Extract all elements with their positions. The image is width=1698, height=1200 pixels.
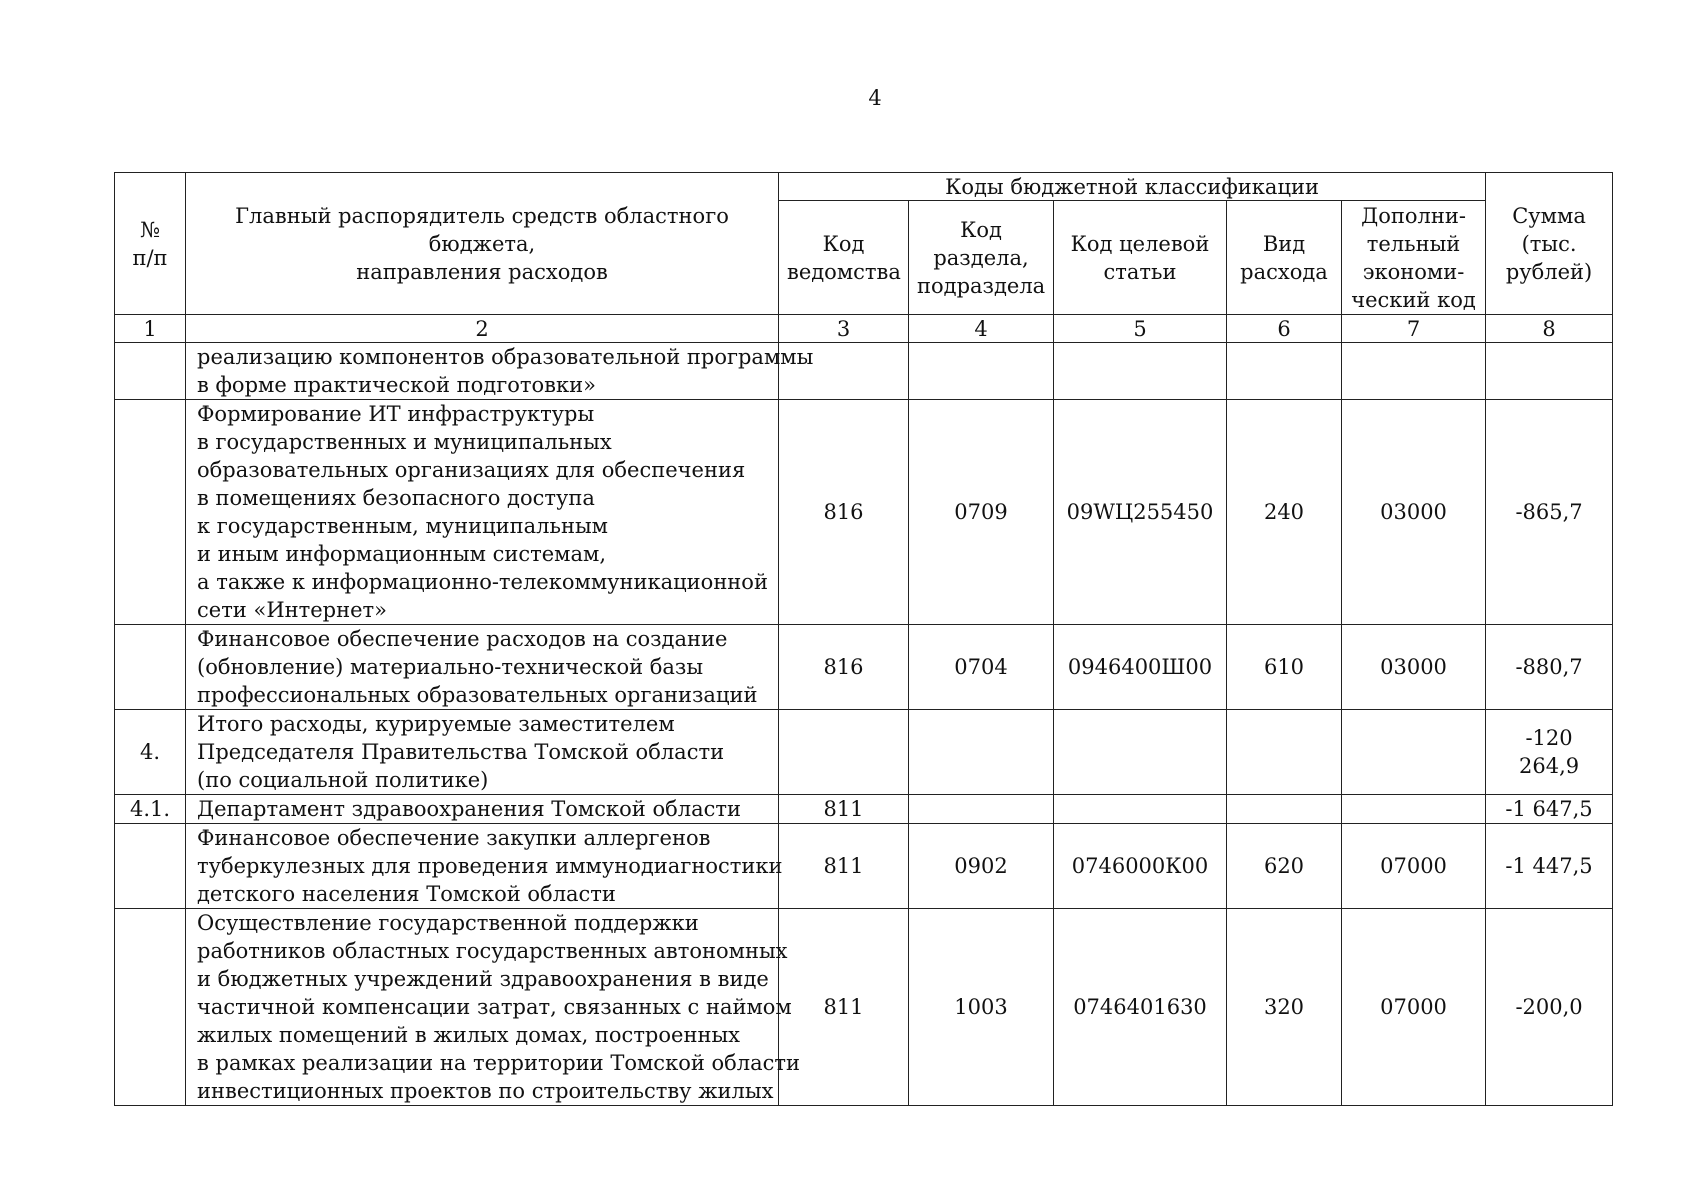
description-line: Председателя Правительства Томской области <box>197 740 725 764</box>
table-row <box>115 400 1613 625</box>
amount-cell: -865,7 <box>1486 400 1613 625</box>
expense-type-cell: 610 <box>1227 625 1342 710</box>
description-line: к государственным, муниципальным <box>197 514 608 538</box>
column-number: 8 <box>1486 315 1613 343</box>
amount-cell: -1 447,5 <box>1486 824 1613 909</box>
description-line: а также к информационно-телекоммуникационной <box>197 570 768 594</box>
econ-code-cell <box>1342 795 1486 824</box>
econ-code-cell: 03000 <box>1342 625 1486 710</box>
target-code-cell: 09WЦ255450 <box>1054 400 1227 625</box>
header-amount: Сумма (тыс. рублей) <box>1486 173 1613 315</box>
description-line: (по социальной политике) <box>197 768 489 792</box>
target-code-cell <box>1054 710 1227 795</box>
description-line: частичной компенсации затрат, связанных с наймом <box>197 995 792 1019</box>
expense-type-cell <box>1227 710 1342 795</box>
target-code-cell: 0946400Ш00 <box>1054 625 1227 710</box>
header-target-code: Код целевой статьи <box>1054 201 1227 315</box>
dept-code-cell: 816 <box>779 625 909 710</box>
description-line: образовательных организациях для обеспечения <box>197 458 746 482</box>
description-line: в рамках реализации на территории Томской области <box>197 1051 801 1075</box>
description-line: Департамент здравоохранения Томской области <box>197 797 741 821</box>
description-line: (обновление) материально-технической базы <box>197 655 704 679</box>
row-number-cell <box>115 343 186 400</box>
target-code-cell: 0746000К00 <box>1054 824 1227 909</box>
row-number-cell <box>115 909 186 1106</box>
table-header <box>115 173 1613 315</box>
column-number: 4 <box>909 315 1054 343</box>
header-codes-group: Коды бюджетной классификации <box>779 173 1486 201</box>
econ-code-cell <box>1342 343 1486 400</box>
column-number: 2 <box>186 315 779 343</box>
description-line: реализацию компонентов образовательной программы <box>197 345 814 369</box>
column-number: 6 <box>1227 315 1342 343</box>
column-number: 5 <box>1054 315 1227 343</box>
table-row <box>115 625 1613 710</box>
page-number: 4 <box>868 86 882 110</box>
table-row <box>115 795 1613 824</box>
row-number-cell <box>115 824 186 909</box>
row-number-cell: 4. <box>115 710 186 795</box>
table-row <box>115 824 1613 909</box>
table-row <box>115 909 1613 1106</box>
econ-code-cell: 07000 <box>1342 909 1486 1106</box>
description-line: работников областных государственных автономных <box>197 939 788 963</box>
description-line: Формирование ИТ инфраструктуры <box>197 402 595 426</box>
section-code-cell: 0902 <box>909 824 1054 909</box>
description-line: в форме практической подготовки» <box>197 373 596 397</box>
expense-type-cell: 320 <box>1227 909 1342 1106</box>
description-line: и иным информационным системам, <box>197 542 607 566</box>
budget-table <box>114 172 1613 1106</box>
target-code-cell <box>1054 795 1227 824</box>
description-cell <box>186 400 779 625</box>
column-number: 1 <box>115 315 186 343</box>
section-code-cell <box>909 710 1054 795</box>
description-cell <box>186 710 779 795</box>
amount-cell: -120 264,9 <box>1486 710 1613 795</box>
description-line: в помещениях безопасного доступа <box>197 486 595 510</box>
row-number-cell: 4.1. <box>115 795 186 824</box>
dept-code-cell <box>779 710 909 795</box>
dept-code-cell: 811 <box>779 824 909 909</box>
column-number: 7 <box>1342 315 1486 343</box>
description-line: туберкулезных для проведения иммунодиагностики <box>197 854 783 878</box>
table-row <box>115 343 1613 400</box>
target-code-cell <box>1054 343 1227 400</box>
expense-type-cell: 240 <box>1227 400 1342 625</box>
target-code-cell: 0746401630 <box>1054 909 1227 1106</box>
dept-code-cell: 811 <box>779 795 909 824</box>
econ-code-cell: 07000 <box>1342 824 1486 909</box>
description-line: профессиональных образовательных организаций <box>197 683 758 707</box>
section-code-cell <box>909 795 1054 824</box>
econ-code-cell <box>1342 710 1486 795</box>
description-cell <box>186 824 783 909</box>
description-line: Финансовое обеспечение закупки аллергенов <box>197 826 711 850</box>
description-line: Осуществление государственной поддержки <box>197 911 699 935</box>
row-number-cell <box>115 625 186 710</box>
header-econ-code: Дополни- тельный экономи- ческий код <box>1342 201 1486 315</box>
column-numbers-row <box>115 315 1613 343</box>
dept-code-cell: 811 <box>779 909 909 1106</box>
column-number: 3 <box>779 315 909 343</box>
description-line: сети «Интернет» <box>197 598 388 622</box>
expense-type-cell <box>1227 795 1342 824</box>
section-code-cell <box>909 343 1054 400</box>
amount-cell: -200,0 <box>1486 909 1613 1106</box>
section-code-cell: 1003 <box>909 909 1054 1106</box>
description-line: детского населения Томской области <box>197 882 616 906</box>
description-line: в государственных и муниципальных <box>197 430 612 454</box>
dept-code-cell: 816 <box>779 400 909 625</box>
econ-code-cell: 03000 <box>1342 400 1486 625</box>
description-cell <box>186 795 779 824</box>
amount-cell: -1 647,5 <box>1486 795 1613 824</box>
section-code-cell: 0704 <box>909 625 1054 710</box>
description-cell <box>186 343 814 400</box>
expense-type-cell <box>1227 343 1342 400</box>
header-num: № п/п <box>115 173 186 315</box>
description-cell <box>186 909 801 1106</box>
section-code-cell: 0709 <box>909 400 1054 625</box>
description-line: Финансовое обеспечение расходов на создание <box>197 627 728 651</box>
description-cell <box>186 625 779 710</box>
row-number-cell <box>115 400 186 625</box>
table-row <box>115 710 1613 795</box>
description-line: Итого расходы, курируемые заместителем <box>197 712 675 736</box>
header-expense-type: Вид расхода <box>1227 201 1342 315</box>
amount-cell: -880,7 <box>1486 625 1613 710</box>
header-main: Главный распорядитель средств областного бюджета, направления расходов <box>186 173 779 315</box>
amount-cell <box>1486 343 1613 400</box>
expense-type-cell: 620 <box>1227 824 1342 909</box>
description-line: инвестиционных проектов по строительству жилых <box>197 1079 774 1103</box>
table-body <box>115 315 1613 1106</box>
header-section-code: Код раздела, подраздела <box>909 201 1054 315</box>
header-dept-code: Код ведомства <box>779 201 909 315</box>
description-line: и бюджетных учреждений здравоохранения в виде <box>197 967 769 991</box>
description-line: жилых помещений в жилых домах, построенных <box>197 1023 740 1047</box>
